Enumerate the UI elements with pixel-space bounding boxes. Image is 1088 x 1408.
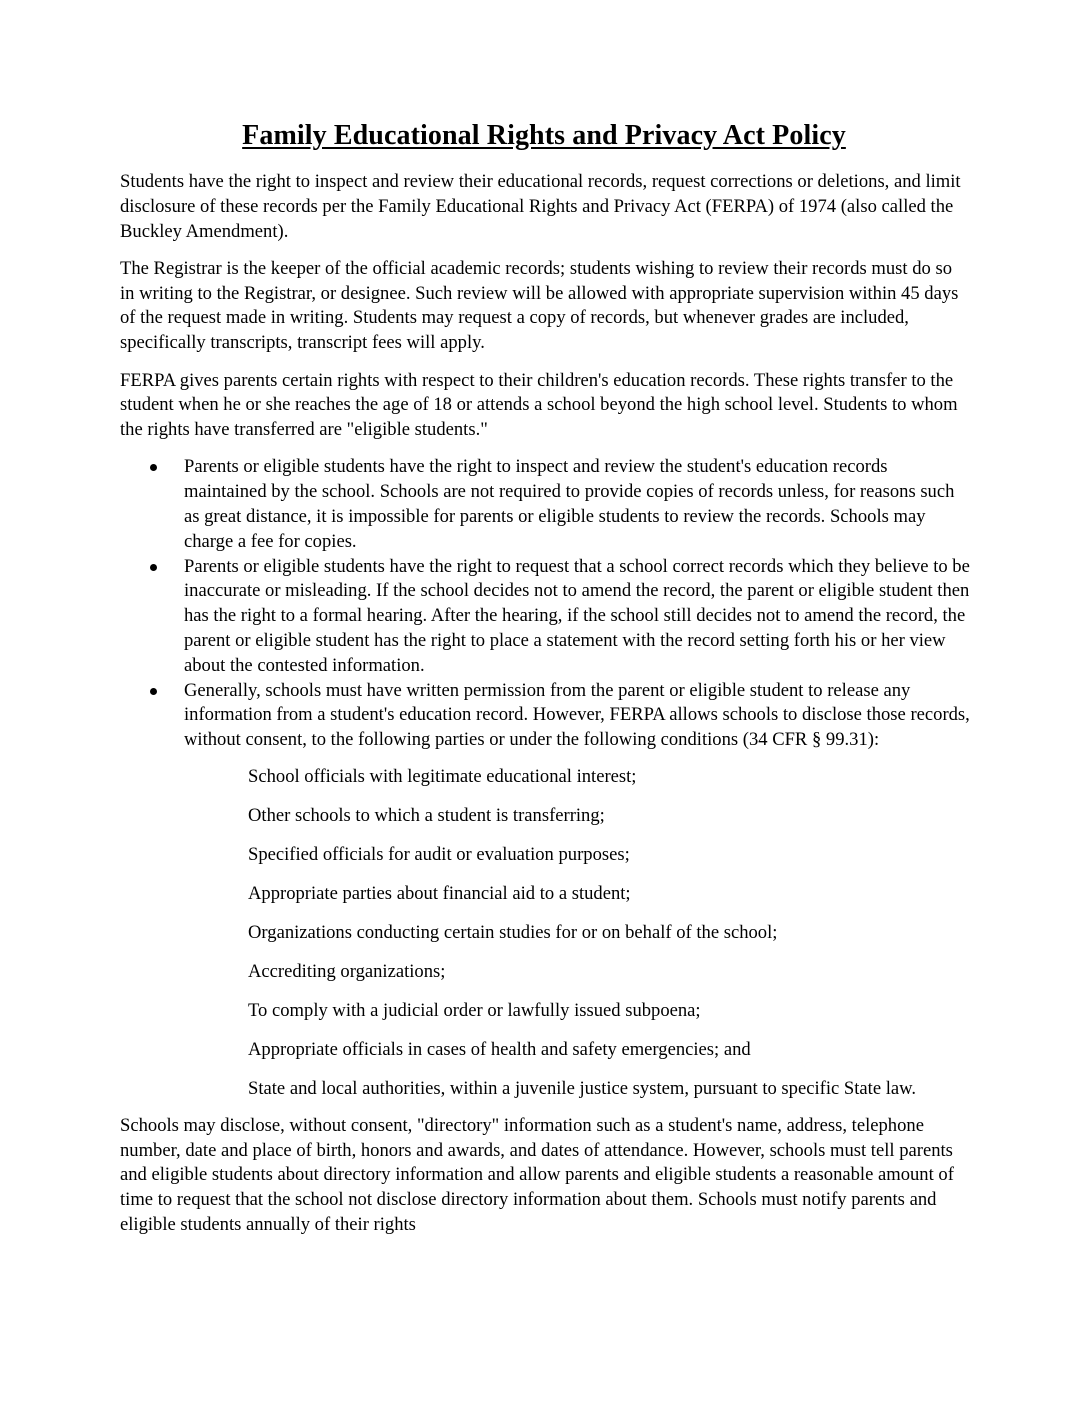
bullet-text: Parents or eligible students have the right to request that a school correct records which they believe to be inaccurate or misleading. If the school decides not to amend the record, the parent or eligible student then has the right to a formal hearing. After the hearing, if the school still decides not to amend the record, the parent or eligible student has the right to place a statement with the record setting forth his or her view about the contested information.: [184, 555, 970, 676]
disclosure-conditions-list: [248, 765, 970, 1102]
condition-item: Organizations conducting certain studies for or on behalf of the school;: [248, 921, 778, 943]
bullet-item-inspect-review: [184, 455, 970, 554]
bullet-text: Parents or eligible students have the right to inspect and review the student's education records maintained by the school. Schools are not required to provide copies of records unless, for reasons such as great distance, it is impossible for parents or eligible students to review the records. Schools may charge a fee for copies.: [184, 456, 955, 552]
bullet-text: Generally, schools must have written permission from the parent or eligible student to release any information from a student's education record. However, FERPA allows schools to disclose those records, without consent, to the following parties or under the following conditions (34 CFR § 99.31):: [184, 679, 970, 751]
document-body: [120, 170, 970, 1250]
bullet-dot-icon: [150, 564, 157, 571]
condition-item: Other schools to which a student is transferring;: [248, 805, 605, 827]
bullet-item-written-permission: [184, 679, 970, 753]
intro-paragraph-rights: Students have the right to inspect and review their educational records, request corrections or deletions, and limit disclosure of these records per the Family Educational Rights and Privacy Act (FERPA) of 1974 (also called the Buckley Amendment).: [120, 171, 961, 242]
rights-bullet-list: [120, 455, 970, 753]
bullet-dot-icon: [150, 688, 157, 695]
page-title: Family Educational Rights and Privacy Act Policy: [242, 120, 846, 151]
closing-paragraph-directory: Schools may disclose, without consent, "directory" information such as a student's name, address, telephone number, date and place of birth, honors and awards, and dates of attendance. However, schools must tell parents and eligible students about directory information and allow parents and eligible students a reasonable amount of time to request that the school not disclose directory information about them. Schools must notify parents and eligible students annually of their rights: [120, 1114, 954, 1235]
intro-paragraph-ferpa-parents: FERPA gives parents certain rights with respect to their children's education records. These rights transfer to the student when he or she reaches the age of 18 or attends a school beyond the high school level. Students to whom the rights have transferred are "eligible students.": [120, 369, 958, 441]
condition-item: State and local authorities, within a juvenile justice system, pursuant to specific State law.: [248, 1077, 917, 1099]
intro-paragraph-registrar: The Registrar is the keeper of the official academic records; students wishing to review their records must do so in writing to the Registrar, or designee. Such review will be allowed with appropriate supervision within 45 days of the request made in writing. Students may request a copy of records, but whenever grades are included, specifically transcripts, transcript fees will apply.: [120, 257, 959, 354]
condition-item: Appropriate officials in cases of health and safety emergencies; and: [248, 1038, 751, 1060]
condition-item: Specified officials for audit or evaluation purposes;: [248, 844, 630, 865]
condition-item: School officials with legitimate educational interest;: [248, 766, 637, 788]
bullet-item-request-correction: [184, 555, 970, 679]
bullet-dot-icon: [150, 464, 157, 471]
condition-item: Accrediting organizations;: [248, 960, 446, 982]
condition-item: Appropriate parties about financial aid to a student;: [248, 882, 631, 904]
condition-item: To comply with a judicial order or lawfully issued subpoena;: [248, 999, 701, 1021]
